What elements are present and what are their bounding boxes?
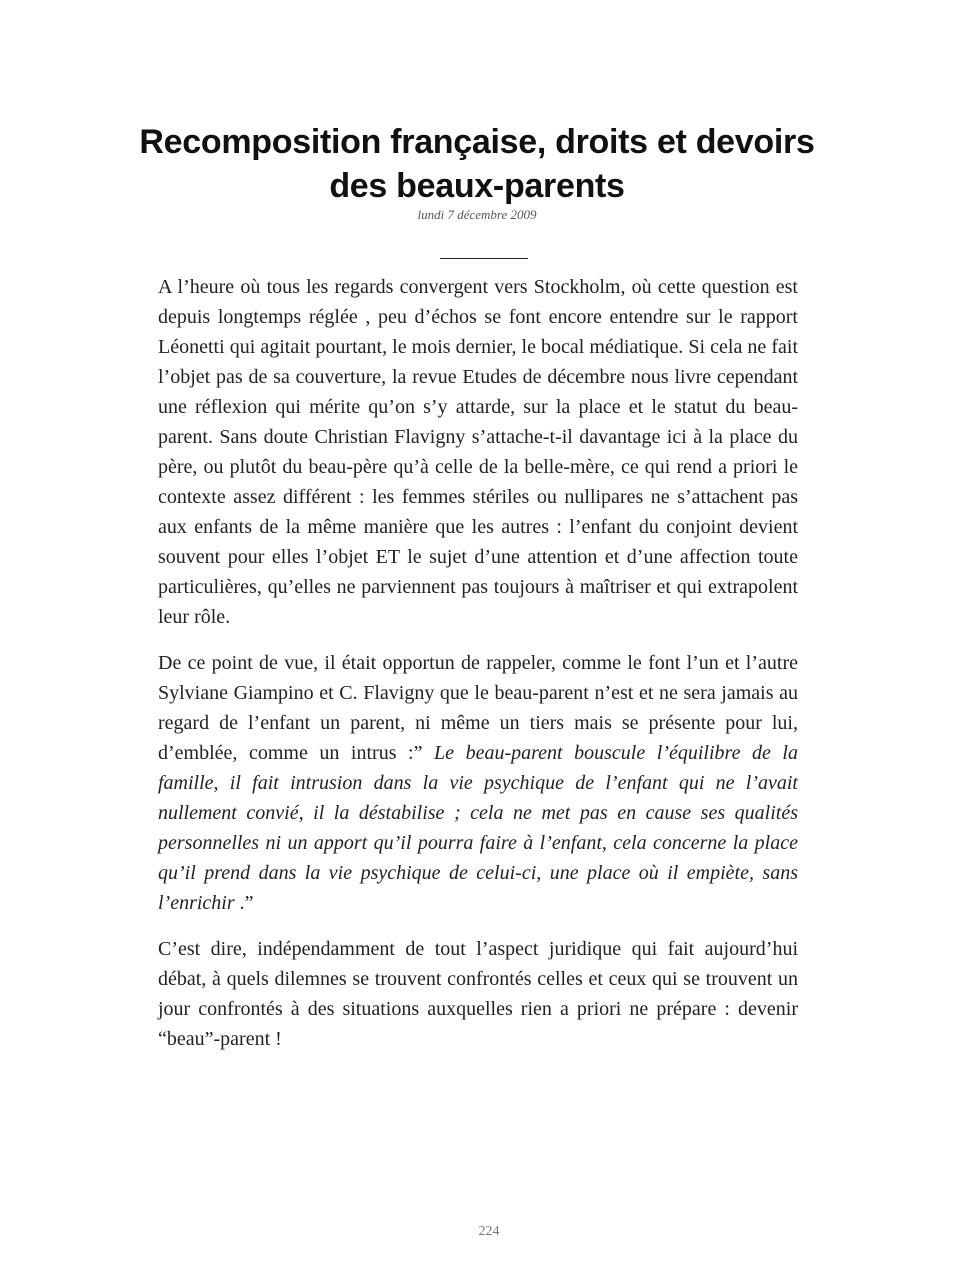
paragraph-2-intro: De ce point de vue, il était opportun de rappeler, comme le font l’un et l’autre Sylviane Giampino et C. Flavigny que le beau-parent n’est et ne sera jamais au regard de l’enfant un parent, ni même un tiers mais se présente pour lui, d’emblée, comme un intrus :” [158,652,798,764]
paragraph-3: C’est dire, indépendamment de tout l’aspect juridique qui fait aujourd’hui débat, à quels dilemnes se trouvent confrontés celles et ceux qui se trouvent un jour confrontés à des situations auxquelles rien a priori ne prépare : devenir “beau”-parent ! [158,938,798,1050]
post-date: lundi 7 décembre 2009 [417,207,537,222]
paragraph-1: A l’heure où tous les regards convergent vers Stockholm, où cette question est depuis longtemps réglée , peu d’échos se font encore entendre sur le rapport Léonetti qui agitait pourtant, le mois dernier, le bocal médiatique. Si cela ne fait l’objet pas de sa couverture, la revue Etudes de décembre nous livre cependant une réflexion qui mérite qu’on s’y attarde, sur la place et le statut du beau-parent. Sans doute Christian Flavigny s’attache-t-il davantage ici à la place du père, ou plutôt du beau-père qu’à celle de la belle-mère, ce qui rend a priori le contexte assez différent : les femmes stériles ou nullipares ne s’attachent pas aux enfants de la même manière que les autres : l’enfant du conjoint devient souvent pour elles l’objet ET le sujet d’une attention et d’une affection toute particulières, qu’elles ne parviennent pas toujours à maîtriser et qui extrapolent leur rôle. [158,276,798,628]
article-body [158,272,798,1070]
paragraph-2-quote: Le beau-parent bouscule l’équilibre de la famille, il fait intrusion dans la vie psychique de l’enfant qui ne l’avait nullement convié, il la déstabilise ; cela ne met pas en cause ses qualités personnelles ni un apport qu’il pourra faire à l’enfant, cela concerne la place qu’il prend dans la vie psychique de celui-ci, une place où il empiète, sans l’enrichir [158,742,798,914]
page-title: Recomposition française, droits et devoirs des beaux-parents [139,123,815,205]
title-divider [440,258,528,259]
paragraph-2-end: .” [239,892,254,914]
page-number: 224 [478,1224,500,1239]
paragraph-2 [158,648,798,918]
